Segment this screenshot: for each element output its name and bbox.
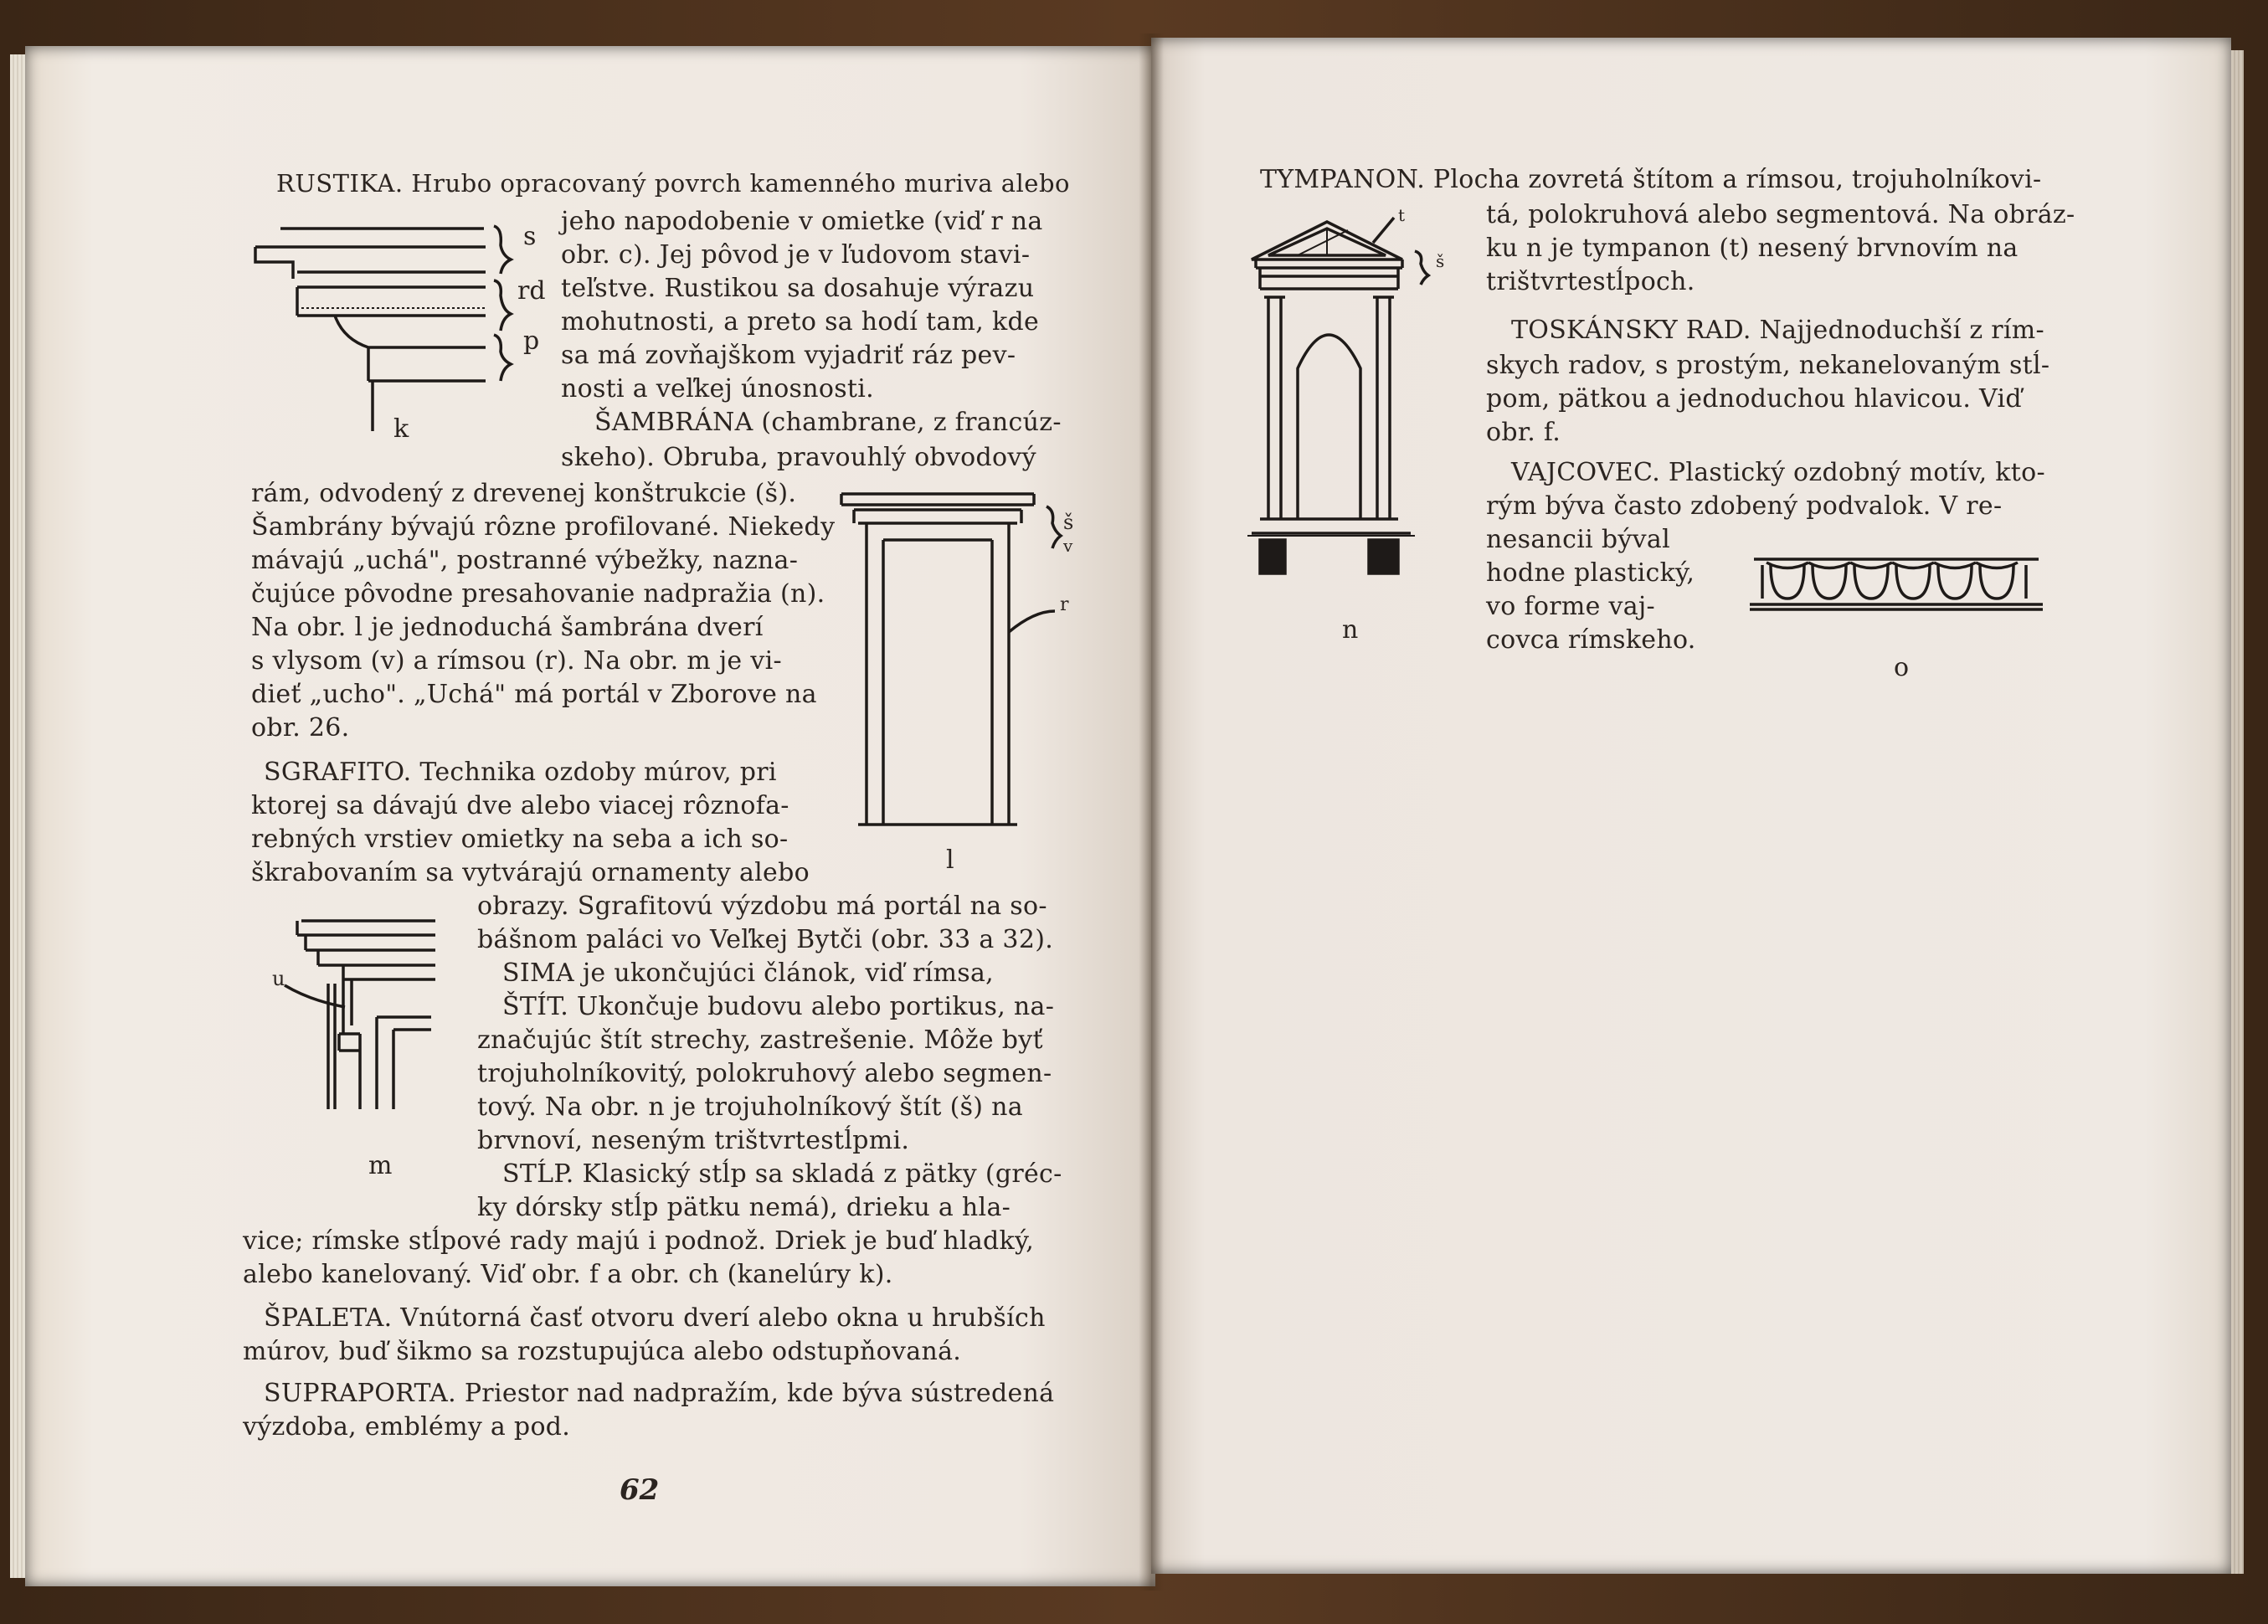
entry-rustika-line: mohutnosti, a preto sa hodí tam, kde [561,307,1040,337]
entry-sgrafito-line: SGRAFITO. Technika ozdoby múrov, pri [264,758,777,787]
entry-sambrana-line: čujúce pôvodne presahovanie nadpražia (n). [251,579,825,609]
entry-stlp-line: ky dórsky stĺp pätku nemá), drieku a hla- [477,1193,1011,1222]
entry-rustika-line: teľstve. Rustikou sa dosahuje výrazu [561,274,1035,303]
entry-stlp-line: STĹP. Klasický stĺp sa skladá z pätky (gréc- [502,1159,1062,1189]
entry-tympanon-line: trištvrtestĺpoch. [1486,267,1695,296]
figure-n-caption: n [1342,615,1359,645]
figure-l-door-frame-drawing [841,490,1093,841]
figure-k-label-s: s [523,222,537,251]
entry-sambrana-line: Šambrány bývajú rôzne profilované. Niekedy [251,512,836,542]
entry-sambrana-line: rám, odvodený z drevenej konštrukcie (š). [251,479,797,508]
figure-o-egg-and-dart-drawing [1750,552,2043,619]
entry-sima-line: SIMA je ukončujúci článok, viď rímsa, [502,958,994,988]
figure-n-label-s: š [1436,251,1445,271]
entry-supraporta-line: výzdoba, emblémy a pod. [243,1412,571,1442]
page-number: 62 [620,1473,660,1507]
entry-toskansky-line: skych radov, s prostým, nekanelovaným stĺ- [1486,351,2050,380]
figure-k-label-rd: rd [517,276,546,306]
book-binding-gutter [1139,33,1164,1591]
entry-tympanon-line: ku n je tympanon (t) nesený brvnovím na [1486,234,2019,263]
entry-toskansky-line: obr. f. [1486,418,1561,447]
entry-sgrafito-line: ktorej sa dávajú dve alebo viacej rôznofa- [251,791,789,820]
figure-m-label-u: u [272,967,285,990]
entry-sgrafito-line: obrazy. Sgrafitovú výzdobu má portál na so- [477,892,1047,921]
entry-stit-line: ŠTÍT. Ukončuje budovu alebo portikus, na- [502,992,1055,1021]
entry-supraporta-line: SUPRAPORTA. Priestor nad nadpražím, kde býva sústredená [264,1379,1055,1408]
entry-sambrana-line: ŠAMBRÁNA (chambrane, z francúz- [594,408,1062,437]
figure-n-portal-tympanon-drawing [1247,205,1499,590]
entry-stlp-line: vice; rímske stĺpové rady majú i podnož. Driek je buď hladký, [243,1226,1035,1256]
entry-stit-line: trojuholníkovitý, polokruhový alebo segmen- [477,1059,1052,1088]
entry-stit-line: značujúc štít strechy, zastrešenie. Môže byť [477,1025,1043,1055]
figure-k-label-p: p [523,326,540,356]
entry-toskansky-line: pom, pätkou a jednoduchou hlavicou. Viď [1486,384,2022,414]
entry-toskansky-line: TOSKÁNSKY RAD. Najjednoduchší z rím- [1511,316,2044,345]
entry-vajcovec-line: covca rímskeho. [1486,625,1696,655]
entry-vajcovec-line: VAJCOVEC. Plastický ozdobný motív, kto- [1511,458,2045,487]
figure-o-caption: o [1894,653,1910,682]
right-page [1151,38,2231,1574]
entry-rustika-line: obr. c). Jej pôvod je v ľudovom stavi- [561,240,1031,270]
entry-sambrana-line: s vlysom (v) a rímsou (r). Na obr. m je vi- [251,646,782,676]
figure-l-caption: l [946,845,954,875]
entry-spaleta-line: múrov, buď šikmo sa rozstupujúca alebo odstupňovaná. [243,1337,962,1366]
entry-tympanon-line: TYMPANON. Plocha zovretá štítom a rímsou, trojuholníkovi- [1260,165,2042,194]
entry-rustika-line-1: RUSTIKA. Hrubo opracovaný povrch kamenného muriva alebo [276,169,1070,198]
entry-rustika-line: sa má zovňajškom vyjadriť ráz pev- [561,341,1016,370]
entry-vajcovec-line: rým býva často zdobený podvalok. V re- [1486,491,2003,521]
entry-sgrafito-line: bášnom paláci vo Veľkej Bytči (obr. 33 a 32). [477,925,1054,954]
entry-stlp-line: alebo kanelovaný. Viď obr. f a obr. ch (kanelúry k). [243,1260,893,1289]
figure-l-label-v: v [1063,536,1073,556]
entry-tympanon-line: tá, polokruhová alebo segmentová. Na obráz- [1486,200,2075,229]
entry-vajcovec-line: hodne plastický, [1486,558,1695,588]
entry-vajcovec-line: nesancii býval [1486,525,1670,554]
figure-n-label-t: t [1398,205,1406,225]
figure-m-cornice-ear-drawing [251,917,469,1126]
entry-sambrana-line: dieť „ucho". „Uchá" má portál v Zborove na [251,680,817,709]
figure-m-caption: m [368,1151,393,1180]
left-page [25,46,1155,1586]
figure-l-label-s: š [1063,511,1074,534]
entry-sambrana-line: Na obr. l je jednoduchá šambrána dverí [251,613,764,642]
entry-sambrana-line: obr. 26. [251,713,350,743]
entry-spaleta-line: ŠPALETA. Vnútorná časť otvoru dverí alebo okna u hrubších [264,1303,1046,1333]
entry-sambrana-line: skeho). Obruba, pravouhlý obvodový [561,443,1036,472]
entry-sambrana-line: mávajú „uchá", postranné výbežky, nazna- [251,546,799,575]
entry-stit-line: brvnoví, neseným trištvrtestĺpmi. [477,1126,910,1155]
entry-sgrafito-line: rebných vrstiev omietky na seba a ich so- [251,825,789,854]
figure-k-caption: k [393,414,409,444]
entry-rustika-line: nosti a veľkej únosnosti. [561,374,875,403]
entry-rustika-line: jeho napodobenie v omietke (viď r na [561,207,1043,236]
entry-vajcovec-line: vo forme vaj- [1486,592,1655,621]
entry-stit-line: tový. Na obr. n je trojuholníkový štít (š) na [477,1092,1023,1122]
figure-l-label-r: r [1060,594,1069,615]
entry-sgrafito-line: škrabovaním sa vytvárajú ornamenty alebo [251,858,810,887]
